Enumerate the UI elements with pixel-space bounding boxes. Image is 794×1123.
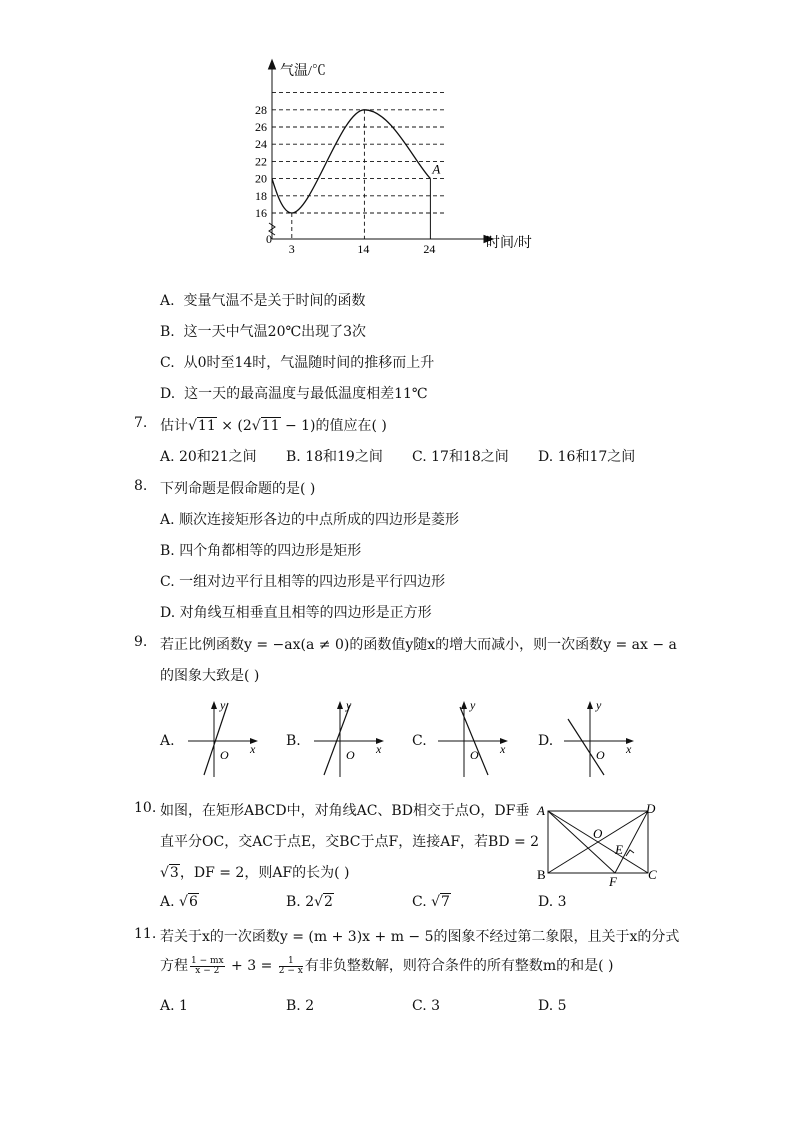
option-letter: C. xyxy=(412,733,427,749)
option-letter: B. xyxy=(160,324,175,340)
origin-label: O xyxy=(596,748,605,762)
fraction-numerator: 1 − mx xyxy=(191,955,224,966)
y-label: y xyxy=(596,698,602,712)
option-letter: C. xyxy=(160,355,175,371)
function-line xyxy=(568,719,604,775)
fraction-numerator: 1 xyxy=(279,957,303,967)
q11-stem-post: 有非负整数解，则符合条件的所有整数m的和是( ) xyxy=(304,958,614,974)
label-d: D xyxy=(646,801,656,816)
label-f: F xyxy=(609,874,617,889)
q11-number: 11. xyxy=(134,926,157,942)
x-tick-label: 24 xyxy=(423,242,436,256)
origin-label: 0 xyxy=(266,232,272,246)
q9-stem-line1: 若正比例函数y = −ax(a ≠ 0)的函数值y随x的增大而减小，则一次函数y = ax − a xyxy=(160,637,677,653)
q11-option-a[interactable] xyxy=(160,998,188,1014)
q6-option-d[interactable] xyxy=(160,383,428,403)
fraction-denominator: x − 2 xyxy=(195,965,220,976)
option-sqrt: 6 xyxy=(188,894,198,910)
q7-number: 7. xyxy=(134,415,148,431)
option-letter: B. xyxy=(160,543,175,559)
option-text: 变量气温不是关于时间的函数 xyxy=(183,293,366,309)
q9-graph-a xyxy=(184,697,264,781)
q10-option-d[interactable] xyxy=(538,894,567,910)
q10-stem-line2: 直平分OC，交AC于点E，交BC于点F，连接AF，若BD = 2 xyxy=(160,834,540,850)
option-letter: A. xyxy=(160,998,175,1014)
option-letter: A. xyxy=(160,293,175,309)
option-text: 2 xyxy=(305,998,315,1014)
q6-option-c[interactable] xyxy=(160,352,434,372)
y-axis-arrow xyxy=(269,60,276,69)
q9-graph-d xyxy=(560,697,640,781)
q11-stem-line1: 若关于x的一次函数y = (m + 3)x + m − 5的图象不经过第二象限，且关于x的分式 xyxy=(160,929,680,945)
option-text: 对角线互相垂直且相等的四边形是正方形 xyxy=(179,605,432,621)
q7-sqrt-b: 11 xyxy=(261,418,280,434)
option-text: 20和21之间 xyxy=(179,449,257,465)
q11-stem-pre: 方程 xyxy=(160,958,188,974)
option-letter: D. xyxy=(538,449,554,465)
point-a-label: A xyxy=(432,161,441,177)
y-label: y xyxy=(470,698,476,712)
option-letter: D. xyxy=(538,733,554,749)
option-text: 16和17之间 xyxy=(557,449,636,465)
option-text: 这一天中气温20℃出现了3次 xyxy=(183,324,367,340)
x-tick-label: 3 xyxy=(288,242,295,256)
option-letter: D. xyxy=(160,386,176,402)
q7-stem-end: − 1)的值应在( ) xyxy=(280,418,387,434)
q10-stem-line3: √3，DF = 2，则AF的长为( ) xyxy=(160,865,350,881)
label-e: E xyxy=(615,842,623,857)
q11-stem-line2 xyxy=(160,955,614,976)
origin-label: O xyxy=(470,748,479,762)
q9-stem-line2: 的图象大致是( ) xyxy=(160,668,260,684)
q7-option-d[interactable] xyxy=(538,446,635,466)
origin-label: O xyxy=(346,748,355,762)
q9-number: 9. xyxy=(134,634,148,650)
q8-option-c[interactable] xyxy=(160,571,445,591)
x-label: x xyxy=(626,742,632,756)
q6-option-b[interactable] xyxy=(160,321,366,341)
y-tick-label: 24 xyxy=(255,137,267,152)
y-axis-label: 气温/℃ xyxy=(280,64,326,79)
q8-option-b[interactable] xyxy=(160,540,361,560)
function-line xyxy=(324,705,350,775)
q11-fraction-1 xyxy=(190,957,225,976)
option-sqrt: 7 xyxy=(441,894,450,910)
q10-rectangle-figure xyxy=(534,800,664,890)
segment-af xyxy=(548,811,615,873)
function-line xyxy=(204,703,228,775)
option-text: 这一天的最高温度与最低温度相差11℃ xyxy=(184,386,428,402)
option-letter: B. xyxy=(286,998,301,1014)
option-letter: B. xyxy=(286,894,301,910)
q8-number: 8. xyxy=(134,478,148,494)
y-tick-label: 28 xyxy=(255,102,267,117)
q9-option-c[interactable] xyxy=(412,733,427,749)
q10-option-a[interactable]: A. √6 xyxy=(160,894,198,910)
label-c: C xyxy=(648,867,657,882)
q10-stem-line1: 如图，在矩形ABCD中，对角线AC、BD相交于点O，DF垂 xyxy=(160,803,530,819)
option-letter: B. xyxy=(286,449,301,465)
option-text: 18和19之间 xyxy=(305,449,383,465)
option-text: 四个角都相等的四边形是矩形 xyxy=(179,543,362,559)
y-tick-label: 20 xyxy=(255,171,267,186)
q9-graph-c xyxy=(434,697,514,781)
label-b: B xyxy=(537,867,546,882)
option-letter: C. xyxy=(160,574,175,590)
option-coef: 2 xyxy=(305,894,315,910)
x-label: x xyxy=(250,742,256,756)
q8-option-d[interactable] xyxy=(160,602,432,622)
x-tick-label: 14 xyxy=(357,242,370,256)
q8-stem: 下列命题是假命题的是( ) xyxy=(160,481,316,497)
y-tick-label: 16 xyxy=(255,206,267,220)
option-letter: D. xyxy=(538,998,554,1014)
option-letter: B. xyxy=(286,733,301,749)
q11-stem-mid: + 3 = xyxy=(226,958,277,974)
q9-option-a[interactable] xyxy=(160,733,175,749)
q11-option-b[interactable] xyxy=(286,998,314,1014)
q9-option-b[interactable] xyxy=(286,733,301,749)
q11-option-d[interactable] xyxy=(538,998,567,1014)
origin-label: O xyxy=(220,748,229,762)
option-letter: D. xyxy=(160,605,176,621)
option-text: 顺次连接矩形各边的中点所成的四边形是菱形 xyxy=(179,512,460,528)
option-sqrt: 2 xyxy=(324,894,333,910)
temperature-chart xyxy=(240,55,550,260)
label-o: O xyxy=(593,826,603,841)
option-letter: C. xyxy=(412,449,427,465)
q10-option-c[interactable]: C. √7 xyxy=(412,894,450,910)
option-text: 5 xyxy=(557,998,567,1014)
q11-option-c[interactable] xyxy=(412,998,440,1014)
option-text: 3 xyxy=(431,998,441,1014)
y-tick-label: 22 xyxy=(255,154,267,169)
q7-option-c[interactable] xyxy=(412,446,509,466)
q11-fraction-2 xyxy=(279,957,303,976)
y-tick-label: 18 xyxy=(255,188,267,203)
option-text: 17和18之间 xyxy=(431,449,509,465)
q10-option-b[interactable]: B. 2√2 xyxy=(286,894,333,910)
y-label: y xyxy=(220,698,226,712)
q10-stem-rest: ，DF = 2，则AF的长为( ) xyxy=(179,865,350,881)
x-label: x xyxy=(376,742,382,756)
option-letter: A. xyxy=(160,512,175,528)
q7-sqrt-a: 11 xyxy=(197,418,216,434)
option-letter: A. xyxy=(160,733,175,749)
q7-option-a[interactable] xyxy=(160,446,257,466)
option-letter: D. xyxy=(538,894,554,910)
x-axis-label: 时间/时 xyxy=(486,236,532,251)
option-letter: A. xyxy=(160,449,175,465)
option-letter: C. xyxy=(412,998,427,1014)
q7-stem-text: 估计 xyxy=(160,418,188,434)
q6-option-a[interactable] xyxy=(160,290,365,310)
q10-number: 10. xyxy=(134,800,157,816)
y-label: y xyxy=(346,698,352,712)
q7-stem: 估计√11 × (2√11 − 1)的值应在( ) xyxy=(160,418,387,434)
option-text: 1 xyxy=(179,998,188,1014)
q10-sqrt: 3 xyxy=(169,865,179,881)
y-tick-label: 26 xyxy=(255,120,267,134)
option-text: 3 xyxy=(557,894,567,910)
fraction-denominator: 2 − x xyxy=(278,965,303,976)
q9-graph-b xyxy=(310,697,390,781)
option-text: 从0时至14时，气温随时间的推移而上升 xyxy=(183,355,435,371)
q9-option-d[interactable] xyxy=(538,733,553,749)
q7-stem-mid: × (2 xyxy=(216,418,252,434)
label-a: A xyxy=(537,803,545,818)
option-letter: C. xyxy=(412,894,427,910)
option-letter: A. xyxy=(160,894,175,910)
option-text: 一组对边平行且相等的四边形是平行四边形 xyxy=(179,574,446,590)
q8-option-a[interactable] xyxy=(160,509,459,529)
x-label: x xyxy=(500,742,506,756)
q7-option-b[interactable] xyxy=(286,446,383,466)
